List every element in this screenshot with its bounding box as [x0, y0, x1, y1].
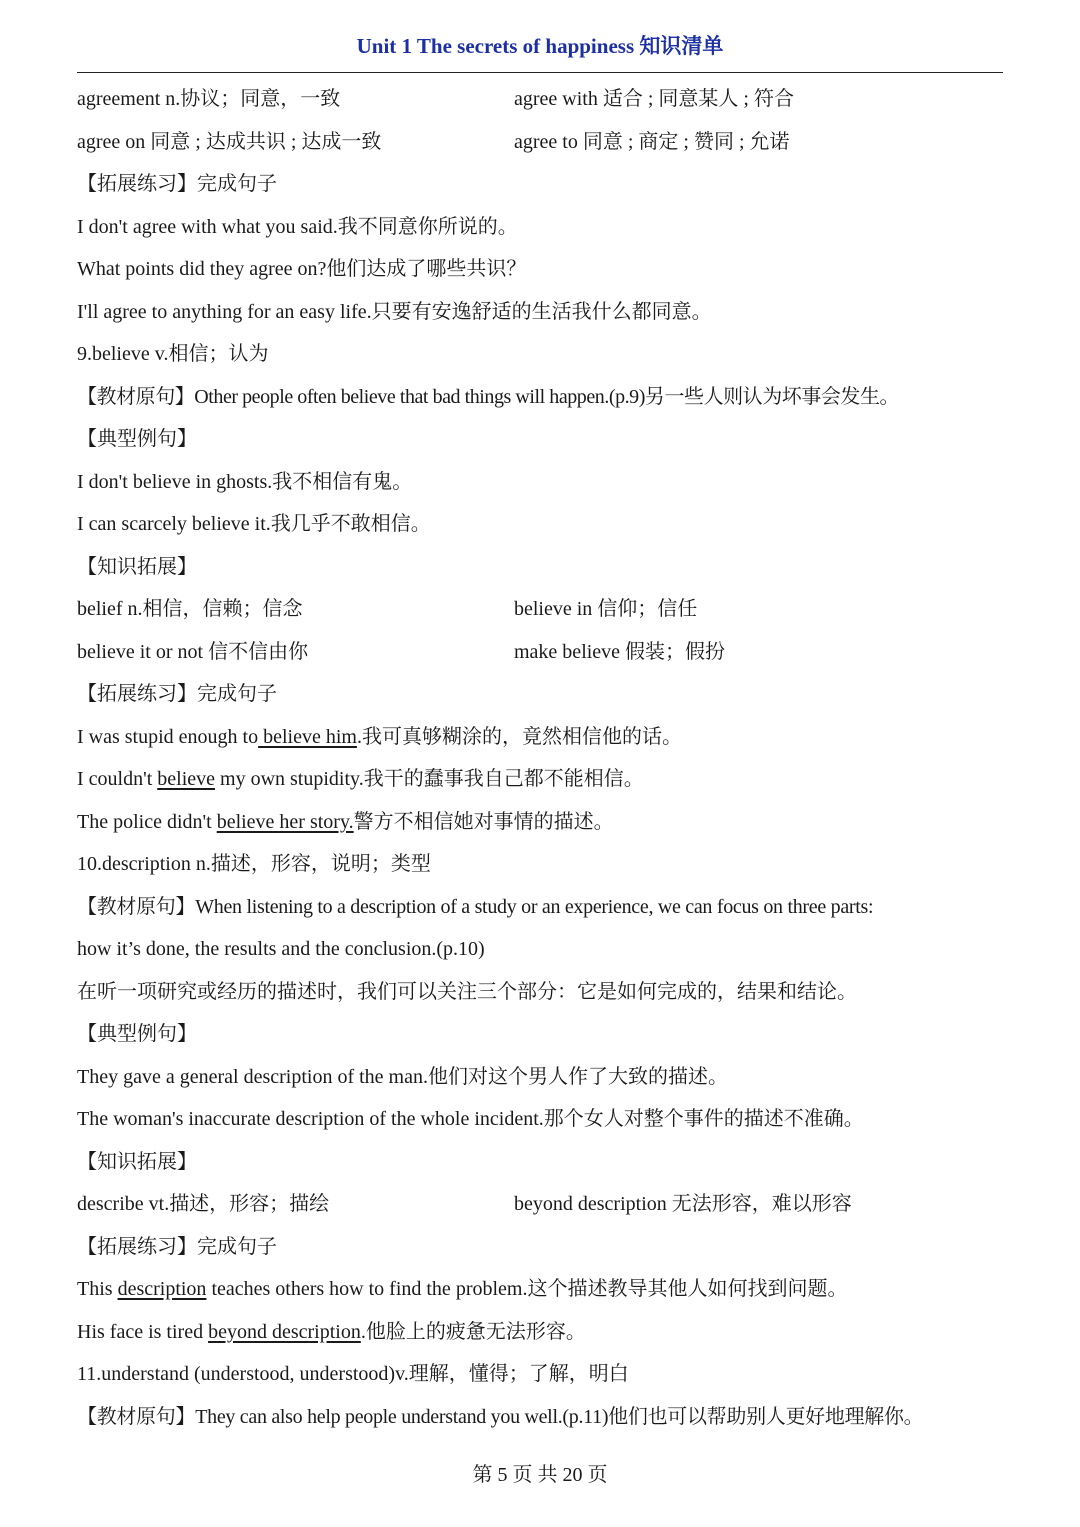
example-sentence: I can scarcely believe it.我几乎不敢相信。 — [77, 513, 431, 535]
textbook-sentence: 【教材原句】Other people often believe that bad things will happen.(p.9)另一些人则认为坏事会发生。 — [77, 385, 900, 408]
textbook-sentence: 【教材原句】When listening to a description of a study or an experience, we can focus on three parts: — [77, 895, 874, 918]
section-label: 【知识拓展】 — [77, 1150, 197, 1173]
page-header-title: Unit 1 The secrets of happiness 知识清单 — [356, 34, 724, 58]
exercise-sentence — [77, 716, 1007, 759]
textbook-sentence: 【教材原句】They can also help people understand you well.(p.11)他们也可以帮助别人更好地理解你。 — [77, 1405, 924, 1428]
header-rule — [77, 72, 1003, 73]
section-label: 【知识拓展】 — [77, 555, 197, 578]
sentence-text: The police didn't — [77, 810, 217, 833]
vocab-entry: agreement n.协议；同意，一致 — [77, 88, 341, 110]
section-label: 【拓展练习】完成句子 — [77, 683, 277, 705]
sentence-text: .他脸上的疲惫无法形容。 — [360, 1320, 586, 1343]
section-label: 【拓展练习】完成句子 — [77, 1235, 277, 1258]
sentence-text: His face is tired — [77, 1320, 209, 1343]
sentence-text: This — [77, 1278, 118, 1300]
textbook-sentence: how it’s done, the results and the conclusion.(p.10) — [77, 938, 485, 960]
vocab-row — [77, 1183, 1007, 1226]
sentence-text: I was stupid enough to — [77, 725, 259, 748]
vocab-entry: believe it or not 信不信由你 — [77, 640, 309, 663]
vocab-entry: agree with 适合 ; 同意某人 ; 符合 — [514, 88, 794, 110]
answer-underlined: believe — [157, 768, 216, 790]
exercise-sentence — [77, 1268, 1007, 1311]
vocab-row — [77, 631, 1007, 674]
sentence-text: .我可真够糊涂的，竟然相信他的话。 — [356, 725, 682, 748]
answer-underlined: description — [117, 1278, 207, 1300]
sentence-text: teaches others how to find the problem.这个描述教导其他人如何找到问题。 — [206, 1278, 848, 1300]
exercise-sentence — [77, 758, 1007, 801]
section-label: 【典型例句】 — [77, 428, 197, 450]
vocab-entry: agree to 同意 ; 商定 ; 赞同 ; 允诺 — [514, 130, 790, 153]
answer-underlined: believe her story. — [216, 810, 354, 833]
vocab-entry: belief n.相信，信赖；信念 — [77, 598, 303, 620]
sentence-text: 警方不相信她对事情的描述。 — [353, 810, 614, 833]
sentence-text: I couldn't — [77, 768, 158, 790]
word-heading: 9.believe v.相信；认为 — [77, 343, 269, 365]
answer-underlined: believe him — [258, 725, 357, 748]
example-sentence: The woman's inaccurate description of the whole incident.那个女人对整个事件的描述不准确。 — [77, 1108, 864, 1130]
word-heading: 10.description n.描述，形容，说明；类型 — [77, 853, 431, 875]
vocab-row — [77, 78, 1007, 121]
example-sentence: They gave a general description of the man.他们对这个男人作了大致的描述。 — [77, 1065, 728, 1088]
page-number: 第 5 页 共 20 页 — [472, 1464, 608, 1486]
section-label: 【典型例句】 — [77, 1023, 197, 1045]
vocab-entry: beyond description 无法形容，难以形容 — [514, 1193, 852, 1215]
vocab-entry: describe vt.描述，形容；描绘 — [77, 1193, 330, 1215]
answer-underlined: beyond description — [208, 1320, 361, 1343]
example-sentence: What points did they agree on?他们达成了哪些共识？ — [77, 258, 527, 280]
word-heading: 11.understand (understood, understood)v.理解，懂得；了解，明白 — [77, 1363, 629, 1385]
exercise-sentence — [77, 801, 1007, 844]
example-sentence: I don't agree with what you said.我不同意你所说的。 — [77, 215, 518, 238]
sentence-text: my own stupidity.我干的蠢事我自己都不能相信。 — [215, 768, 644, 790]
section-label: 【拓展练习】完成句子 — [77, 173, 277, 195]
document-body — [77, 78, 1007, 1438]
translation-text: 在听一项研究或经历的描述时，我们可以关注三个部分：它是如何完成的，结果和结论。 — [77, 980, 857, 1003]
example-sentence: I don't believe in ghosts.我不相信有鬼。 — [77, 470, 413, 493]
example-sentence: I'll agree to anything for an easy life.只要有安逸舒适的生活我什么都同意。 — [77, 300, 712, 323]
exercise-sentence — [77, 1311, 1007, 1354]
vocab-row — [77, 588, 1007, 631]
vocab-entry: agree on 同意 ; 达成共识 ; 达成一致 — [77, 130, 382, 153]
vocab-row — [77, 121, 1007, 164]
vocab-entry: believe in 信仰；信任 — [514, 598, 698, 620]
vocab-entry: make believe 假装；假扮 — [514, 640, 726, 663]
